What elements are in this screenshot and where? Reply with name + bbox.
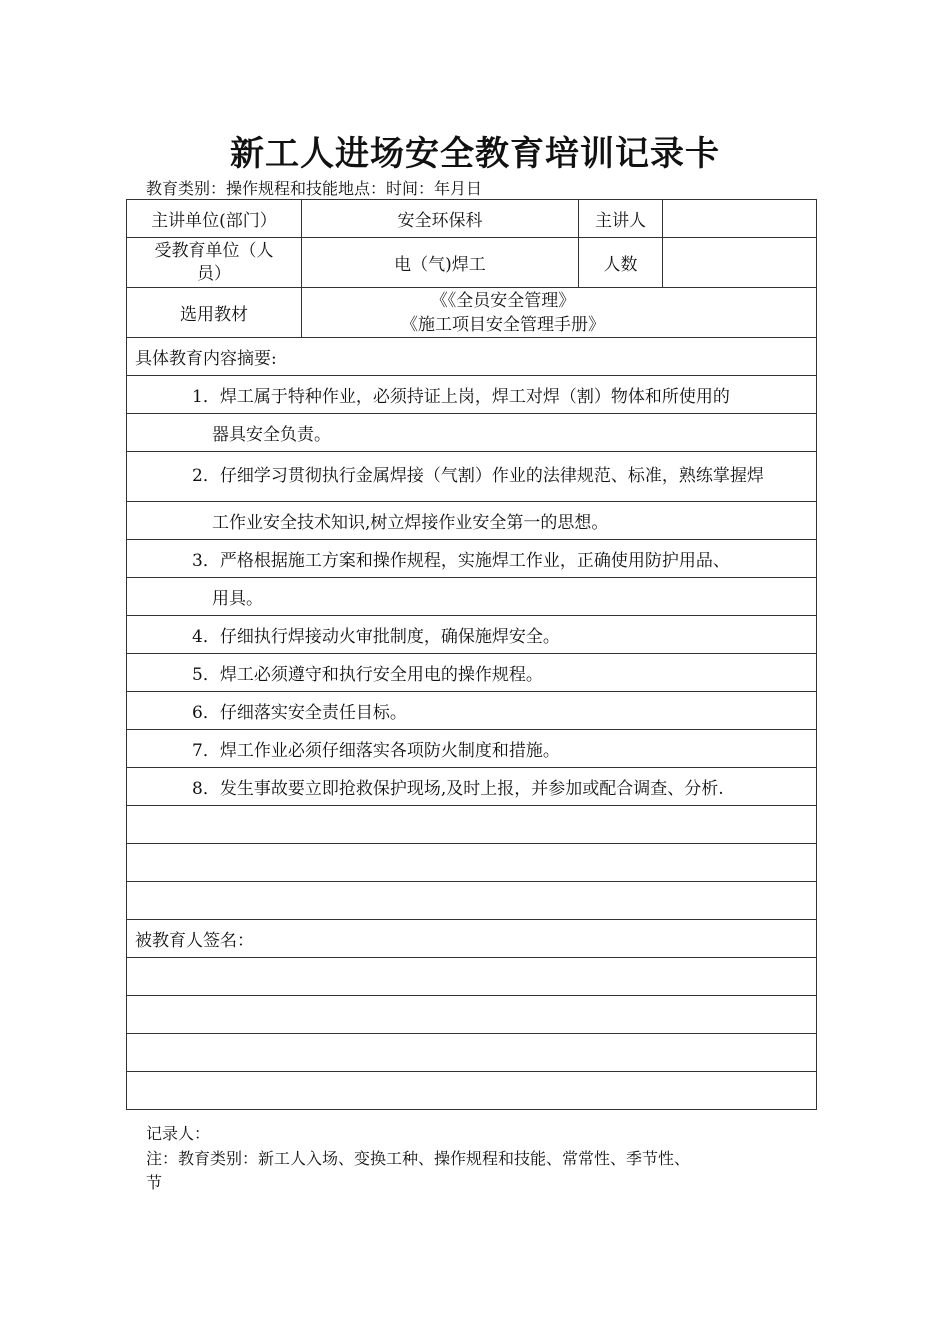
education-meta-line: 教育类别：操作规程和技能地点：时间：年月日 — [146, 179, 483, 198]
headcount-label: 人数 — [579, 238, 663, 288]
summary-label: 具体教育内容摘要: — [127, 338, 817, 376]
blank-row — [127, 882, 817, 920]
materials-label: 选用教材 — [127, 288, 302, 338]
materials-value — [302, 288, 817, 338]
lecturer-unit-value: 安全环保科 — [302, 200, 579, 238]
trainee-unit-label: 受教育单位（人员） — [127, 238, 302, 288]
blank-row — [127, 806, 817, 844]
materials-row — [127, 288, 817, 338]
blank-row — [127, 844, 817, 882]
signature-row — [127, 996, 817, 1034]
content-item-3-cont: 用具。 — [127, 578, 817, 616]
page-title: 新工人进场安全教育培训记录卡 — [230, 134, 720, 174]
content-item-2: 2．仔细学习贯彻执行金属焊接（气割）作业的法律规范、标准，熟练掌握焊 — [127, 452, 817, 502]
materials-line-1: 《《全员安全管理》 — [430, 290, 576, 311]
recorder-label: 记录人： — [146, 1124, 211, 1143]
content-item-4: 4．仔细执行焊接动火审批制度，确保施焊安全。 — [127, 616, 817, 654]
headcount-value — [663, 238, 817, 288]
lecturer-row — [127, 200, 817, 238]
materials-line-2: 《施工项目安全管理手册》 — [401, 314, 605, 335]
footer-note: 注：教育类别：新工人入场、变换工种、操作规程和技能、常常性、季节性、 — [146, 1149, 691, 1168]
signature-label: 被教育人签名： — [127, 920, 817, 958]
content-item-2-cont: 工作业安全技术知识,树立焊接作业安全第一的思想。 — [127, 502, 817, 540]
content-item-5: 5．焊工必须遵守和执行安全用电的操作规程。 — [127, 654, 817, 692]
content-item-1: 1．焊工属于特种作业，必须持证上岗，焊工对焊（割）物体和所使用的 — [127, 376, 817, 414]
content-item-7: 7．焊工作业必须仔细落实各项防火制度和措施。 — [127, 730, 817, 768]
signature-row — [127, 1034, 817, 1072]
footer-note-cont: 节 — [146, 1173, 163, 1192]
lecturer-label: 主讲人 — [579, 200, 663, 238]
trainee-row — [127, 238, 817, 288]
content-item-8: 8．发生事故要立即抢救保护现场,及时上报，并参加或配合调查、分析. — [127, 768, 817, 806]
signature-row — [127, 958, 817, 996]
content-item-1-cont: 器具安全负责。 — [127, 414, 817, 452]
signature-row — [127, 1072, 817, 1110]
content-item-3: 3．严格根据施工方案和操作规程，实施焊工作业，正确使用防护用品、 — [127, 540, 817, 578]
trainee-unit-value: 电（气)焊工 — [302, 238, 579, 288]
content-item-6: 6．仔细落实安全责任目标。 — [127, 692, 817, 730]
training-record-table — [126, 199, 817, 1110]
lecturer-unit-label: 主讲单位(部门） — [127, 200, 302, 238]
lecturer-value — [663, 200, 817, 238]
